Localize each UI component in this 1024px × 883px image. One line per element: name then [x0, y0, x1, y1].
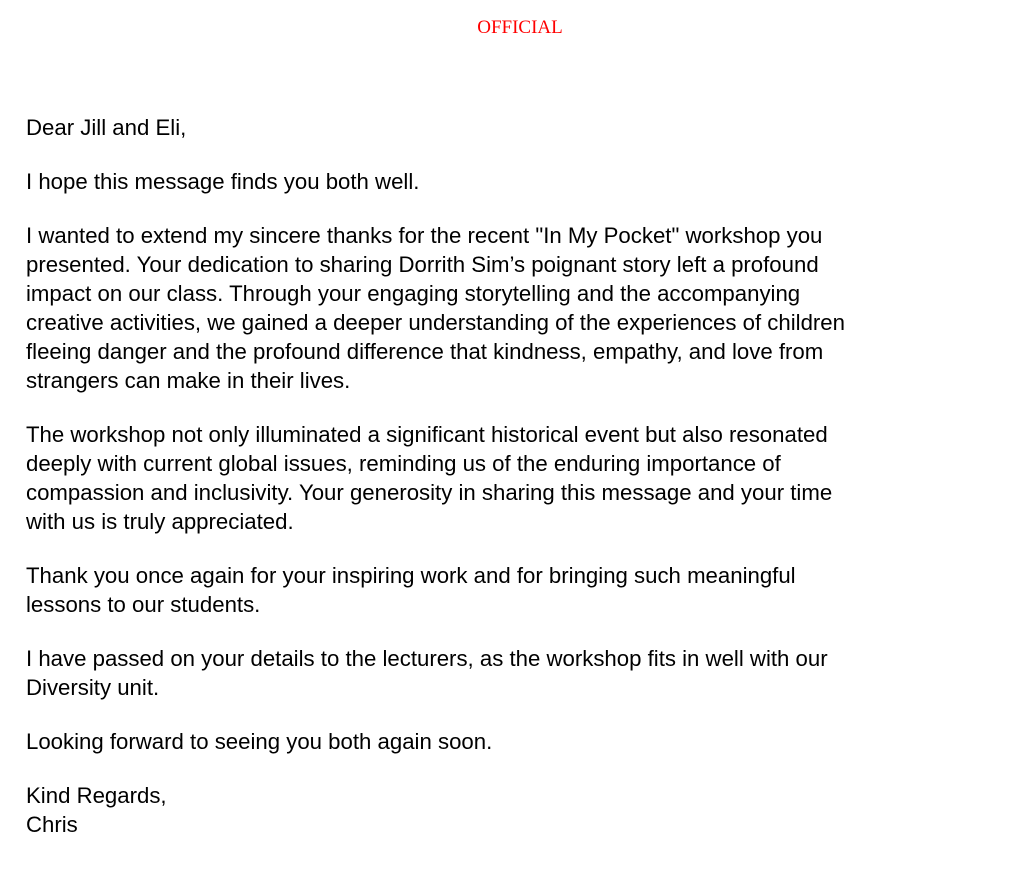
paragraph-4	[26, 561, 1006, 619]
paragraph-6	[26, 727, 1006, 756]
classification-label: OFFICIAL	[477, 17, 563, 38]
paragraph-line: I hope this message finds you both well.	[26, 169, 420, 194]
paragraph-5	[26, 644, 1006, 702]
paragraph-line: Looking forward to seeing you both again soon.	[26, 729, 493, 754]
paragraph-line: strangers can make in their lives.	[26, 368, 351, 393]
greeting: Dear Jill and Eli,	[26, 115, 187, 140]
paragraph-line: lessons to our students.	[26, 592, 261, 617]
paragraph-line: Thank you once again for your inspiring work and for bringing such meaningful	[26, 563, 796, 588]
paragraph-line: creative activities, we gained a deeper understanding of the experiences of children	[26, 310, 845, 335]
paragraph-line: I wanted to extend my sincere thanks for the recent "In My Pocket" workshop you	[26, 223, 823, 248]
paragraph-1	[26, 167, 1006, 196]
letter-body	[26, 113, 1006, 839]
paragraph-line: impact on our class. Through your engaging storytelling and the accompanying	[26, 281, 801, 306]
paragraph-line: compassion and inclusivity. Your generosity in sharing this message and your time	[26, 480, 833, 505]
closing: Kind Regards,	[26, 783, 167, 808]
paragraph-line: deeply with current global issues, reminding us of the enduring importance of	[26, 451, 781, 476]
paragraph-line: The workshop not only illuminated a significant historical event but also resonated	[26, 422, 828, 447]
paragraph-3	[26, 420, 1006, 536]
signature: Chris	[26, 812, 78, 837]
paragraph-line: I have passed on your details to the lecturers, as the workshop fits in well with our	[26, 646, 828, 671]
sign-off	[26, 781, 1006, 839]
paragraph-line: fleeing danger and the profound difference that kindness, empathy, and love from	[26, 339, 824, 364]
paragraph-line: Diversity unit.	[26, 675, 160, 700]
paragraph-line: presented. Your dedication to sharing Dorrith Sim’s poignant story left a profound	[26, 252, 819, 277]
paragraph-2	[26, 221, 1006, 395]
paragraph-line: with us is truly appreciated.	[26, 509, 294, 534]
